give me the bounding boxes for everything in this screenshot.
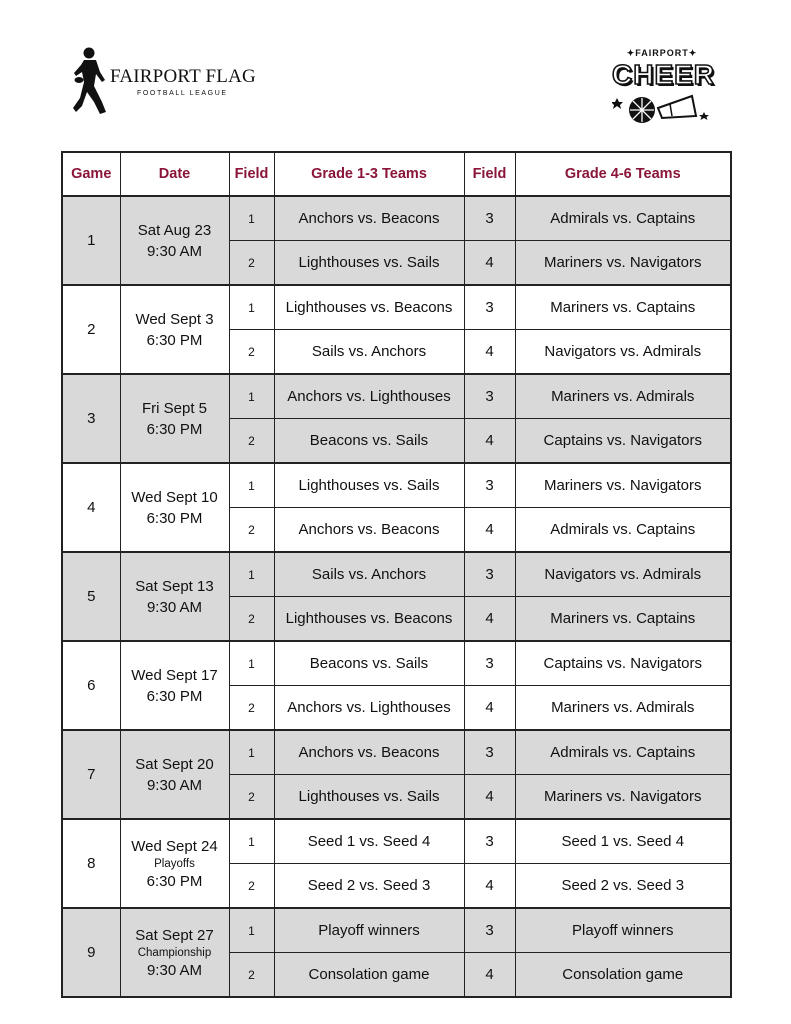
grade46-matchup: Navigators vs. Admirals (515, 552, 731, 597)
table-row (62, 819, 731, 864)
grade46-matchup: Captains vs. Navigators (515, 641, 731, 686)
game-number: 7 (62, 730, 120, 819)
grade13-matchup: Beacons vs. Sails (274, 419, 464, 464)
game-number: 5 (62, 552, 120, 641)
header-field-grade46: Field (464, 152, 515, 196)
header-field-grade13: Field (229, 152, 274, 196)
header-date: Date (120, 152, 229, 196)
field-number-grade46: 4 (464, 330, 515, 375)
grade13-matchup: Anchors vs. Beacons (274, 508, 464, 553)
field-number-grade13: 1 (229, 641, 274, 686)
header-game: Game (62, 152, 120, 196)
table-row (62, 285, 731, 330)
field-number-grade13: 1 (229, 463, 274, 508)
table-row (62, 196, 731, 241)
grade13-matchup: Lighthouses vs. Sails (274, 241, 464, 286)
game-time: 6:30 PM (146, 872, 203, 890)
field-number-grade46: 4 (464, 864, 515, 909)
game-day: Wed Sept 10 (131, 488, 218, 506)
field-number-grade13: 2 (229, 597, 274, 642)
logo-title: FAIRPORT FLAG (110, 66, 256, 87)
table-row (62, 374, 731, 419)
game-day: Sat Sept 27 (135, 926, 214, 944)
game-date (120, 463, 229, 552)
cheer-logo-top: ✦FAIRPORT✦ (626, 48, 698, 58)
grade46-matchup: Mariners vs. Captains (515, 285, 731, 330)
grade13-matchup: Sails vs. Anchors (274, 330, 464, 375)
field-number-grade13: 2 (229, 686, 274, 731)
field-number-grade46: 4 (464, 686, 515, 731)
grade46-matchup: Admirals vs. Captains (515, 508, 731, 553)
grade46-matchup: Navigators vs. Admirals (515, 330, 731, 375)
game-number: 3 (62, 374, 120, 463)
game-number: 2 (62, 285, 120, 374)
grade13-matchup: Anchors vs. Beacons (274, 730, 464, 775)
field-number-grade13: 2 (229, 953, 274, 998)
grade46-matchup: Admirals vs. Captains (515, 196, 731, 241)
grade46-matchup: Mariners vs. Admirals (515, 374, 731, 419)
game-date (120, 819, 229, 908)
header-grade-4-6-teams: Grade 4-6 Teams (515, 152, 731, 196)
field-number-grade46: 3 (464, 374, 515, 419)
field-number-grade13: 2 (229, 241, 274, 286)
game-day: Fri Sept 5 (141, 399, 208, 417)
game-number: 9 (62, 908, 120, 997)
field-number-grade13: 1 (229, 730, 274, 775)
grade13-matchup: Playoff winners (274, 908, 464, 953)
grade13-matchup: Anchors vs. Beacons (274, 196, 464, 241)
field-number-grade46: 4 (464, 419, 515, 464)
game-day: Sat Aug 23 (137, 221, 212, 239)
field-number-grade13: 1 (229, 374, 274, 419)
grade13-matchup: Anchors vs. Lighthouses (274, 374, 464, 419)
game-time: 9:30 AM (146, 598, 203, 616)
field-number-grade46: 4 (464, 953, 515, 998)
field-number-grade46: 3 (464, 552, 515, 597)
fairport-flag-logo (72, 46, 256, 116)
grade46-matchup: Mariners vs. Captains (515, 597, 731, 642)
game-date (120, 730, 229, 819)
field-number-grade46: 3 (464, 196, 515, 241)
logo-subtitle: FOOTBALL LEAGUE (137, 90, 228, 97)
game-time: 9:30 AM (146, 776, 203, 794)
grade13-matchup: Seed 2 vs. Seed 3 (274, 864, 464, 909)
field-number-grade46: 3 (464, 285, 515, 330)
game-number: 1 (62, 196, 120, 285)
grade46-matchup: Seed 1 vs. Seed 4 (515, 819, 731, 864)
field-number-grade46: 3 (464, 463, 515, 508)
table-row (62, 641, 731, 686)
table-row (62, 552, 731, 597)
game-date (120, 552, 229, 641)
grade46-matchup: Mariners vs. Admirals (515, 686, 731, 731)
field-number-grade46: 4 (464, 508, 515, 553)
fairport-cheer-logo (612, 46, 716, 130)
game-time: 9:30 AM (146, 961, 203, 979)
field-number-grade13: 2 (229, 775, 274, 820)
game-time: 6:30 PM (146, 420, 203, 438)
table-row (62, 730, 731, 775)
field-number-grade13: 2 (229, 864, 274, 909)
field-number-grade46: 4 (464, 241, 515, 286)
field-number-grade46: 4 (464, 775, 515, 820)
grade13-matchup: Lighthouses vs. Beacons (274, 597, 464, 642)
grade46-matchup: Admirals vs. Captains (515, 730, 731, 775)
pompom-megaphone-icon (612, 90, 712, 130)
game-number: 4 (62, 463, 120, 552)
game-time: 9:30 AM (146, 242, 203, 260)
table-row (62, 908, 731, 953)
grade13-matchup: Lighthouses vs. Beacons (274, 285, 464, 330)
game-date (120, 908, 229, 997)
header-grade-1-3-teams: Grade 1-3 Teams (274, 152, 464, 196)
game-number: 6 (62, 641, 120, 730)
game-date (120, 196, 229, 285)
field-number-grade13: 1 (229, 552, 274, 597)
field-number-grade13: 1 (229, 285, 274, 330)
grade13-matchup: Seed 1 vs. Seed 4 (274, 819, 464, 864)
field-number-grade46: 3 (464, 819, 515, 864)
grade13-matchup: Anchors vs. Lighthouses (274, 686, 464, 731)
game-date (120, 641, 229, 730)
field-number-grade13: 1 (229, 196, 274, 241)
grade46-matchup: Playoff winners (515, 908, 731, 953)
cheer-logo-word: CHEER (612, 59, 716, 90)
grade46-matchup: Seed 2 vs. Seed 3 (515, 864, 731, 909)
grade13-matchup: Lighthouses vs. Sails (274, 463, 464, 508)
grade13-matchup: Beacons vs. Sails (274, 641, 464, 686)
field-number-grade13: 2 (229, 508, 274, 553)
grade46-matchup: Mariners vs. Navigators (515, 775, 731, 820)
game-day: Wed Sept 24 (131, 837, 218, 855)
field-number-grade46: 3 (464, 730, 515, 775)
game-day: Wed Sept 3 (135, 310, 214, 328)
grade46-matchup: Consolation game (515, 953, 731, 998)
game-note: Playoffs (154, 857, 195, 870)
game-time: 6:30 PM (146, 687, 203, 705)
game-note: Championship (137, 946, 212, 959)
field-number-grade13: 2 (229, 419, 274, 464)
table-row (62, 463, 731, 508)
field-number-grade13: 1 (229, 908, 274, 953)
game-date (120, 285, 229, 374)
game-number: 8 (62, 819, 120, 908)
table-header-row (62, 152, 731, 196)
game-day: Wed Sept 17 (131, 666, 218, 684)
grade13-matchup: Sails vs. Anchors (274, 552, 464, 597)
grade13-matchup: Consolation game (274, 953, 464, 998)
field-number-grade46: 4 (464, 597, 515, 642)
game-time: 6:30 PM (146, 509, 203, 527)
grade46-matchup: Captains vs. Navigators (515, 419, 731, 464)
schedule-table (61, 151, 732, 998)
grade13-matchup: Lighthouses vs. Sails (274, 775, 464, 820)
game-day: Sat Sept 20 (135, 755, 214, 773)
field-number-grade46: 3 (464, 641, 515, 686)
game-time: 6:30 PM (146, 331, 203, 349)
field-number-grade13: 2 (229, 330, 274, 375)
field-number-grade13: 1 (229, 819, 274, 864)
field-number-grade46: 3 (464, 908, 515, 953)
grade46-matchup: Mariners vs. Navigators (515, 463, 731, 508)
grade46-matchup: Mariners vs. Navigators (515, 241, 731, 286)
game-date (120, 374, 229, 463)
game-day: Sat Sept 13 (135, 577, 214, 595)
